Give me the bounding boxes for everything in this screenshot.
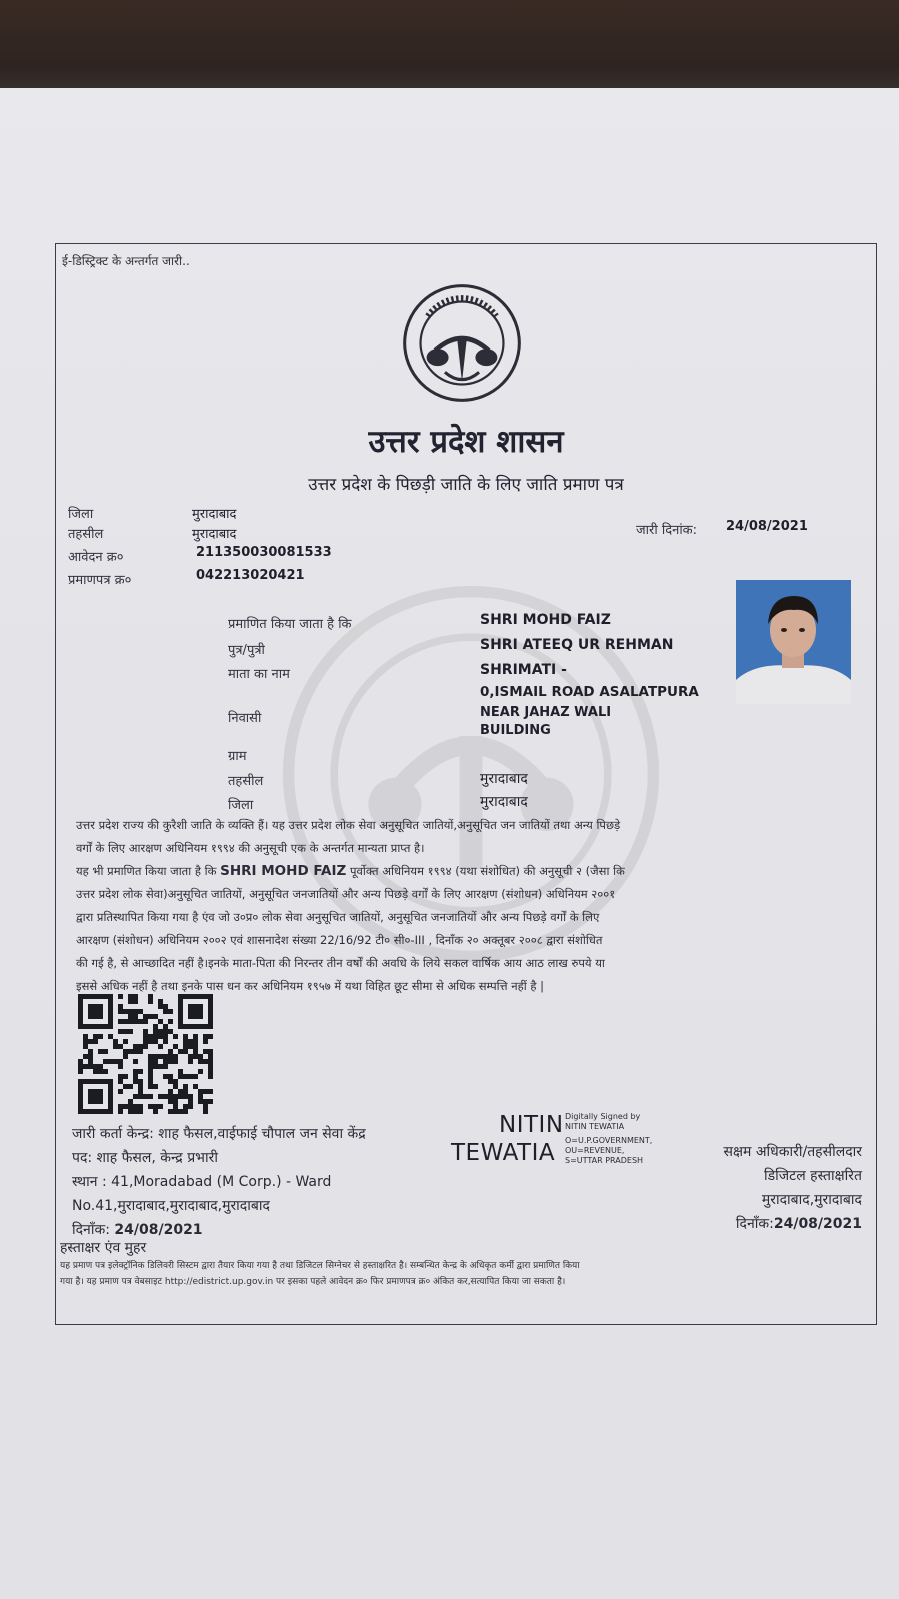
father-name: SHRI ATEEQ UR REHMAN [480, 637, 674, 653]
issuer-place-2: No.41,मुरादाबाद,मुरादाबाद,मुरादाबाद [72, 1198, 270, 1214]
tehsil-label: तहसील [68, 527, 104, 542]
officer-date-label: दिनाँक: [735, 1216, 774, 1232]
issuer-center: जारी कर्ता केन्द्र: शाह फैसल,वाईफाई चौपाल जन सेवा केंद्र [72, 1126, 366, 1142]
government-title: उत्तर प्रदेश शासन [368, 424, 564, 460]
officer-date-value: 24/08/2021 [773, 1216, 862, 1232]
officer-signed: डिजिटल हस्ताक्षरित [764, 1168, 862, 1184]
district-value: मुरादाबाद [192, 507, 237, 522]
qr-code[interactable] [78, 994, 213, 1114]
body-line: उत्तर प्रदेश राज्य की कुरैशी जाति के व्यक्ति हैं। यह उत्तर प्रदेश लोक सेवा अनुसूचित जातियों,अनुसूचित जन जातियों तथा अन्य पिछड़े [76, 818, 621, 832]
issue-date-value: 24/08/2021 [726, 519, 808, 534]
address-line-1: 0,ISMAIL ROAD ASALATPURA [480, 684, 699, 700]
certificate-body [76, 814, 861, 998]
issuer-post: पद: शाह फैसल, केन्द्र प्रभारी [72, 1150, 218, 1166]
tehsil-value: मुरादाबाद [192, 527, 237, 542]
issuer-date-label: दिनाँक: [72, 1222, 110, 1238]
officer-block [724, 1140, 863, 1236]
mother-label: माता का नाम [228, 667, 290, 682]
issuer-block [72, 1122, 452, 1242]
sign-and-seal: हस्ताक्षर एंव मुहर [60, 1240, 147, 1256]
body-line: वर्गों के लिए आरक्षण अधिनियम १९९४ की अनुसूची एक के अन्तर्गत मान्यता प्राप्त है। [76, 841, 425, 855]
footer-note-line: यह प्रमाण पत्र इलेक्ट्रॉनिक डिलिवरी सिस्टम द्वारा तैयार किया गया है तथा डिजिटल सिग्नेचर से हस्ताक्षरित है। सम्बन्धित केन्द्र के अधिकृत कर्मी द्वारा प्रमाणित किया [60, 1261, 580, 1271]
body-text: यह भी प्रमाणित किया जाता है कि [76, 864, 217, 878]
ds-line: S=UTTAR PRADESH [565, 1156, 644, 1165]
ds-line: NITIN TEWATIA [565, 1122, 625, 1131]
certificate-title: उत्तर प्रदेश के पिछड़ी जाति के लिए जाति प्रमाण पत्र [308, 475, 624, 495]
mother-name: SHRIMATI - [480, 662, 567, 678]
resident-label: निवासी [228, 711, 262, 726]
issue-date-label: जारी दिनांक: [636, 523, 698, 538]
village-label: ग्राम [228, 749, 247, 764]
address-line-3: BUILDING [480, 723, 551, 738]
certificate-number: 042213020421 [196, 568, 305, 583]
person-tehsil-value: मुरादाबाद [480, 771, 528, 787]
footer-note-line: गया है। यह प्रमाण पत्र वेबसाइट http://edistrict.up.gov.in पर इसका पहले आवेदन क्र० फिर प्रमाणपत्र क्र० अंकित कर,सत्यापित किया जा सकता है। [60, 1277, 566, 1287]
child-of-label: पुत्र/पुत्री [228, 643, 265, 658]
address-line-2: NEAR JAHAZ WALI [480, 705, 612, 720]
applicant-photo [736, 580, 851, 704]
application-number: 211350030081533 [196, 545, 332, 560]
certificate-no-label: प्रमाणपत्र क्र० [68, 573, 132, 588]
body-applicant-name: SHRI MOHD FAIZ [220, 863, 347, 879]
certificate-frame [55, 243, 877, 1325]
signer-first-name: NITIN [499, 1112, 564, 1138]
person-district-label: जिला [228, 798, 254, 813]
body-line: उत्तर प्रदेश लोक सेवा)अनुसूचित जातियों, अनुसूचित जनजातियों और अन्य पिछड़े वर्गों के लिए आरक्षण (संशोधन) अधिनियम २००१ [76, 887, 616, 901]
person-tehsil-label: तहसील [228, 774, 264, 789]
ds-line: O=U.P.GOVERNMENT, [565, 1136, 653, 1145]
officer-title: सक्षम अधिकारी/तहसीलदार [723, 1144, 862, 1160]
body-line: की गई है, से आच्छादित नहीं है।इनके माता-पिता की निरन्तर तीन वर्षों की अवधि के लिये सकल वार्षिक आय आठ लाख रुपये या [76, 956, 605, 970]
issuer-place: स्थान : 41,Moradabad (M Corp.) - Ward [72, 1174, 332, 1190]
district-label: जिला [68, 507, 94, 522]
footer-note [60, 1258, 860, 1290]
officer-location: मुरादाबाद,मुरादाबाद [761, 1192, 862, 1208]
ds-line: Digitally Signed by [565, 1112, 641, 1121]
body-line: द्वारा प्रतिस्थापित किया गया है एंव जो उ०प्र० लोक सेवा अनुसूचित जातियों, अनुसूचित जनजातियों और अन्य पिछड़े वर्गों के लिए [76, 910, 600, 924]
body-line [76, 860, 861, 883]
applicant-name: SHRI MOHD FAIZ [480, 612, 611, 628]
edistrict-note: ई-डिस्ट्रिक्ट के अन्तर्गत जारी.. [62, 254, 190, 268]
person-district-value: मुरादाबाद [480, 794, 528, 810]
signer-last-name: TEWATIA [451, 1140, 556, 1166]
issuer-date-value: 24/08/2021 [114, 1222, 203, 1238]
body-line: आरक्षण (संशोधन) अधिनियम २००२ एवं शासनादेश संख्या 22/16/92 टी० सी०-III , दिनाँक २० अक्तूबर २००८ द्वारा संशोधित [76, 933, 603, 947]
officer-date [724, 1212, 863, 1236]
up-government-emblem-icon [401, 282, 523, 404]
body-text: पूर्वोक्त अधिनियम १९९४ (यथा संशोधित) की अनुसूची २ (जैसा कि [349, 864, 625, 878]
paper-sheet [0, 88, 899, 1599]
digital-signature [451, 1112, 691, 1168]
ds-line: OU=REVENUE, [565, 1146, 625, 1155]
application-label: आवेदन क्र० [68, 550, 124, 565]
body-line: इससे अधिक नहीं है तथा इनके पास धन कर अधिनियम १९५७ में यथा विहित छूट सीमा से अधिक सम्पत्ति नहीं है | [76, 979, 545, 993]
certify-label: प्रमाणित किया जाता है कि [228, 617, 352, 632]
